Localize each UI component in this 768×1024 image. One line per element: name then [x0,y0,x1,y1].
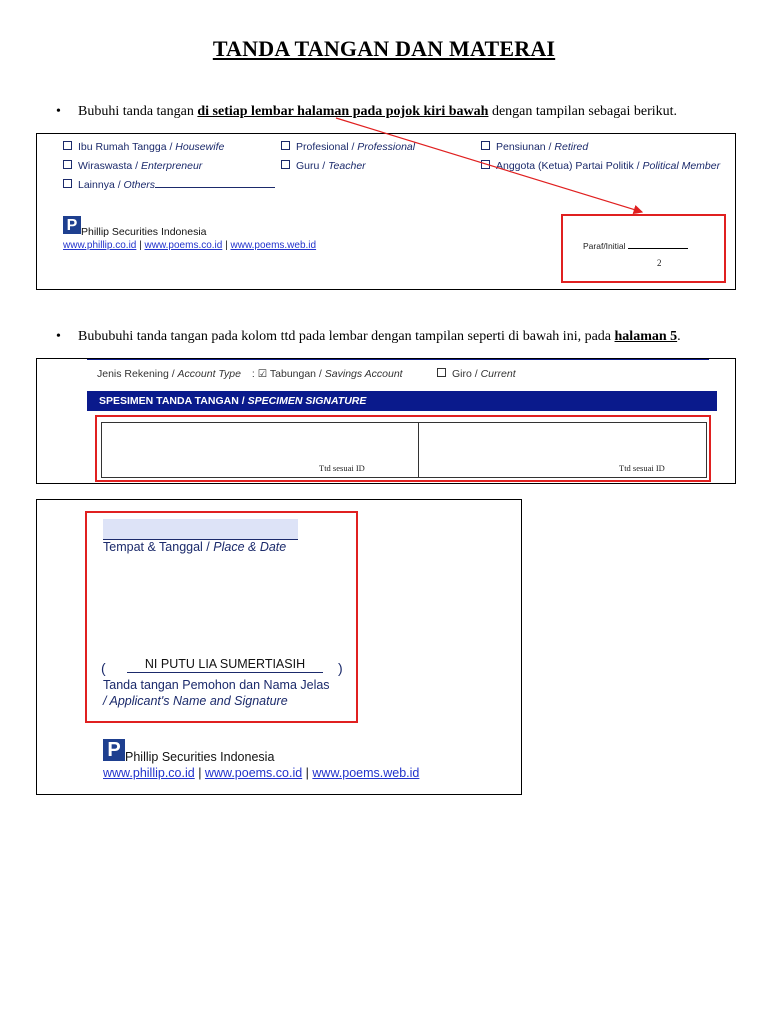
close-paren: ) [338,660,343,676]
option-current: Giro / Current [437,368,516,380]
place-date-label: Tempat & Tanggal / Place & Date [103,540,287,554]
link-poems-web[interactable]: www.poems.web.id [312,766,420,780]
open-paren: ( [101,660,106,676]
pointer-arrow [0,0,768,300]
page-number: 2 [657,258,662,268]
option-retired: Pensiunan / Retired [481,141,588,153]
signature-label-id: Tanda tangan Pemohon dan Nama Jelas [103,678,330,692]
top-rule [87,359,709,360]
company-links: www.phillip.co.id | www.poems.co.id | www.poems.web.id [63,240,317,251]
instruction-bullet-2: • Bububuhi tanda tangan pada kolom ttd pada lembar dengan tampilan seperti di bawah ini, pada halaman 5. [56,329,681,344]
place-date-field[interactable] [103,519,298,540]
option-entrepreneur: Wiraswasta / Enterpreneur [63,160,202,172]
link-poems-web[interactable]: www.poems.web.id [230,240,317,251]
ttd-label-right: Ttd sesuai ID [619,463,665,473]
checked-checkbox-icon: ☑ [257,368,268,380]
emphasis-text: halaman 5 [614,329,678,344]
option-housewife: Ibu Rumah Tangga / Housewife [63,141,224,153]
link-phillip[interactable]: www.phillip.co.id [63,240,137,251]
option-political-member: Anggota (Ketua) Partai Politik / Political Member [481,160,720,172]
ttd-label-left: Ttd sesuai ID [319,463,365,473]
company-name: Phillip Securities Indonesia [125,750,275,764]
instruction-bullet-1: • Bubuhi tanda tangan di setiap lembar halaman pada pojok kiri bawah dengan tampilan sebagai berikut. [56,104,678,119]
bullet-dot: • [56,329,61,344]
link-phillip[interactable]: www.phillip.co.id [103,766,195,780]
signature-label-en: / Applicant's Name and Signature [103,694,288,708]
link-poems[interactable]: www.poems.co.id [144,240,223,251]
emphasis-text: di setiap lembar halaman pada pojok kiri bawah [197,104,489,119]
page-title: TANDA TANGAN DAN MATERAI [212,36,556,61]
bullet-dot: • [56,104,61,119]
option-teacher: Guru / Teacher [281,160,366,172]
signature-highlight-box [95,415,711,482]
phillip-logo-icon: P [63,216,81,234]
checkbox-icon [437,368,446,377]
option-professional: Profesional / Professional [281,141,415,153]
form-excerpt-applicant-signature [36,499,522,795]
form-excerpt-specimen-signature [36,358,736,484]
account-type-row: Jenis Rekening / Account Type : ☑ Tabungan / Savings Account [97,368,403,380]
specimen-title-bar: SPESIMEN TANDA TANGAN / SPECIMEN SIGNATURE [87,391,717,411]
applicant-name: NI PUTU LIA SUMERTIASIH [127,657,323,673]
option-others: Lainnya / Others [63,178,275,191]
phillip-logo-icon: P [103,739,125,761]
paraf-label: Paraf/Initial [583,241,688,251]
link-poems[interactable]: www.poems.co.id [204,766,303,780]
company-name: Phillip Securities Indonesia [81,226,207,238]
company-links: www.phillip.co.id | www.poems.co.id | www.poems.web.id [103,766,420,780]
